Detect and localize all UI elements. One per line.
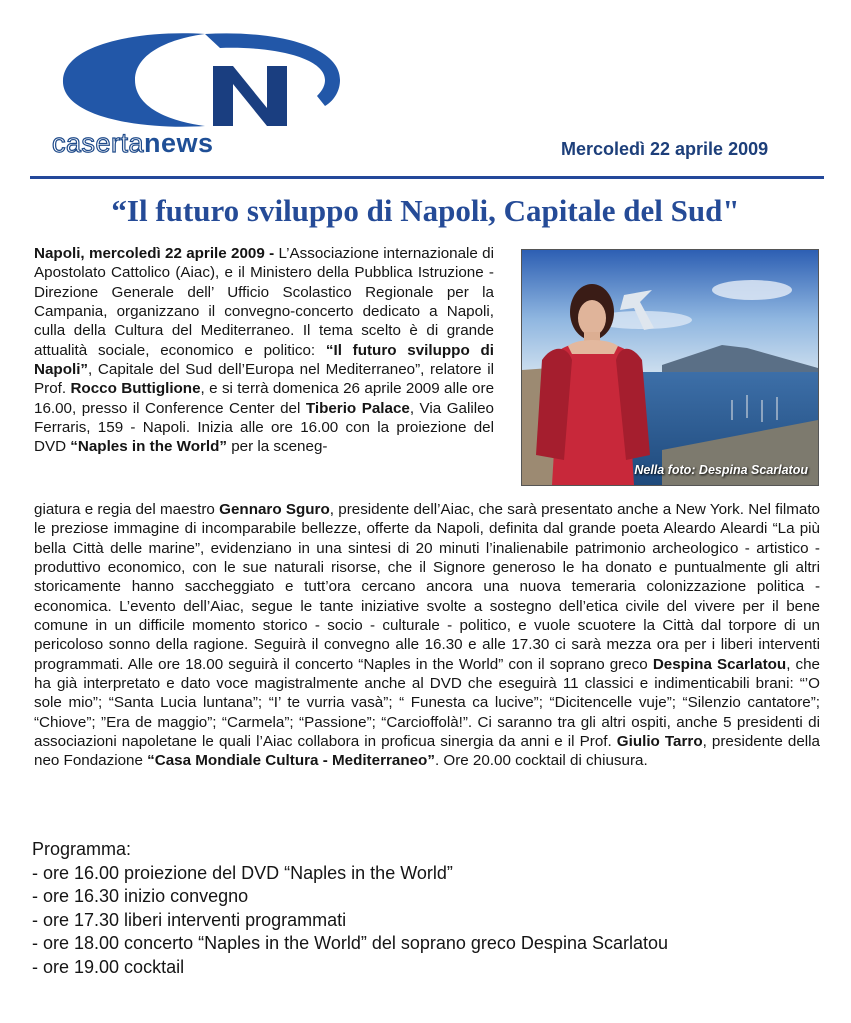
bold-text-run: Despina Scarlatou xyxy=(652,655,787,673)
photo-caption: Nella foto: Despina Scarlatou xyxy=(634,463,808,477)
text-run: , che ha già interpretato e dato voce magistralmente anche al DVD che eseguirà 11 classici e indimenticabili brani: “’O sole mio”; “Santa Lucia luntana”; “I’ te vurria vasà”; “ Funesta ca lucive”; “Dicitencelle vuje”; “Silenzio cantatore”; “Chiove”; ”Era de maggio”; “Carmela”; “Passione”; “Carcioffolà!”. Ci saranno tra gli altri ospiti, anche 5 presidenti di associazioni napoletane le quali l’Aiac collabora in proficua sinergia da anni e il Prof. xyxy=(34,655,820,751)
text-run: , e si terrà domenica 26 aprile 2009 alle ore 16.00, presso il Conference Center del xyxy=(34,380,495,417)
text-run: , presidente dell’Aiac, che sarà presentato anche a New York. Nel filmato le preziose immagine di incomparabile bellezze, offerte da Napoli, definita dal grande poeta Aleardo Aleardi “La più bella Città delle marine”, evidenziano in una sintesi di 20 minuti l’inalienabile patrimonio archeologico - artistico - produttivo economico, con le sue naturali risorse, che il Signore generoso le ha donato e puntualmente gli altri storicamente hanno saccheggiato e tutt’ora cercano ancora una nuova temeraria colonizzazione politica - economica. L’evento dell’Aiac, segue le tante iniziative svolte a sostegno dell’etica civile del vivere per il bene comune in un difficile momento storico - socio - culturale - politico, e vuole scuotere la Città dal torpore di un pericoloso sonno della ragione. Seguirà il convegno alle 16.30 e alle 17.30 ci sarà mezza ora per i liberi interventi programmati. Alle ore 18.00 seguirà il concerto “Naples in the World” con il soprano greco xyxy=(34,501,820,673)
programma-title: Programma: xyxy=(32,839,132,859)
programma-section xyxy=(32,838,668,979)
article-photo xyxy=(521,249,819,486)
logo-text-light: caserta xyxy=(52,128,145,158)
bold-text-run: Giulio Tarro xyxy=(616,733,703,751)
bold-text-run: Rocco Buttiglione xyxy=(70,380,201,398)
text-run: . Ore 20.00 cocktail di chiusura. xyxy=(434,752,648,770)
photo-image xyxy=(522,250,818,485)
logo-mark-icon xyxy=(55,30,355,130)
text-run: , Capitale del Sud dell’Europa nel Mediterraneo”, relatore il Prof. xyxy=(34,361,494,398)
publication-date: Mercoledì 22 aprile 2009 xyxy=(561,139,769,159)
article-headline: “Il futuro sviluppo di Napoli, Capitale del Sud" xyxy=(111,193,740,228)
text-run: L’Associazione internazionale di Apostolato Cattolico (Aiac), e il Ministero della Pubblica Istruzione - Direzione Generale dell’ Ufficio Scolastico Regionale per la Campania, organizzano il convegno-concerto dedicato a Napoli, culla della Cultura del Mediterraneo. Il tema scelto è di grande attualità sociale, economico e politico: xyxy=(34,245,494,359)
bold-text-run: “Naples in the World” xyxy=(70,438,227,456)
article-paragraph-1 xyxy=(34,244,494,457)
bold-text-run: “Il futuro sviluppo di Napoli” xyxy=(34,341,494,379)
programma-item: - ore 16.00 proiezione del DVD “Naples in the World” xyxy=(32,862,453,883)
text-run: per la sceneg- xyxy=(226,438,328,456)
bold-text-run: Napoli, mercoledì 22 aprile 2009 - xyxy=(34,245,279,262)
logo-wordmark xyxy=(52,128,214,158)
article-paragraph-2 xyxy=(34,500,820,771)
bold-text-run: Gennaro Sguro xyxy=(219,501,330,518)
programma-item: - ore 17.30 liberi interventi programmati xyxy=(32,909,347,930)
text-run: , Via Galileo Ferraris, 159 - Napoli. Inizia alle ore 16.00 con la proiezione del DVD xyxy=(34,399,494,456)
programma-item: - ore 19.00 cocktail xyxy=(32,956,185,977)
text-run: , presidente della neo Fondazione xyxy=(34,733,821,770)
bold-text-run: “Casa Mondiale Cultura - Mediterraneo” xyxy=(147,752,435,770)
programma-list xyxy=(32,862,668,980)
logo-text-bold: news xyxy=(144,128,214,158)
text-run: giatura e regia del maestro xyxy=(34,501,220,518)
bold-text-run: Tiberio Palace xyxy=(305,399,410,417)
header-divider xyxy=(30,176,824,179)
programma-item: - ore 18.00 concerto “Naples in the World” del soprano greco Despina Scarlatou xyxy=(32,933,669,953)
programma-item: - ore 16.30 inizio convegno xyxy=(32,886,249,906)
